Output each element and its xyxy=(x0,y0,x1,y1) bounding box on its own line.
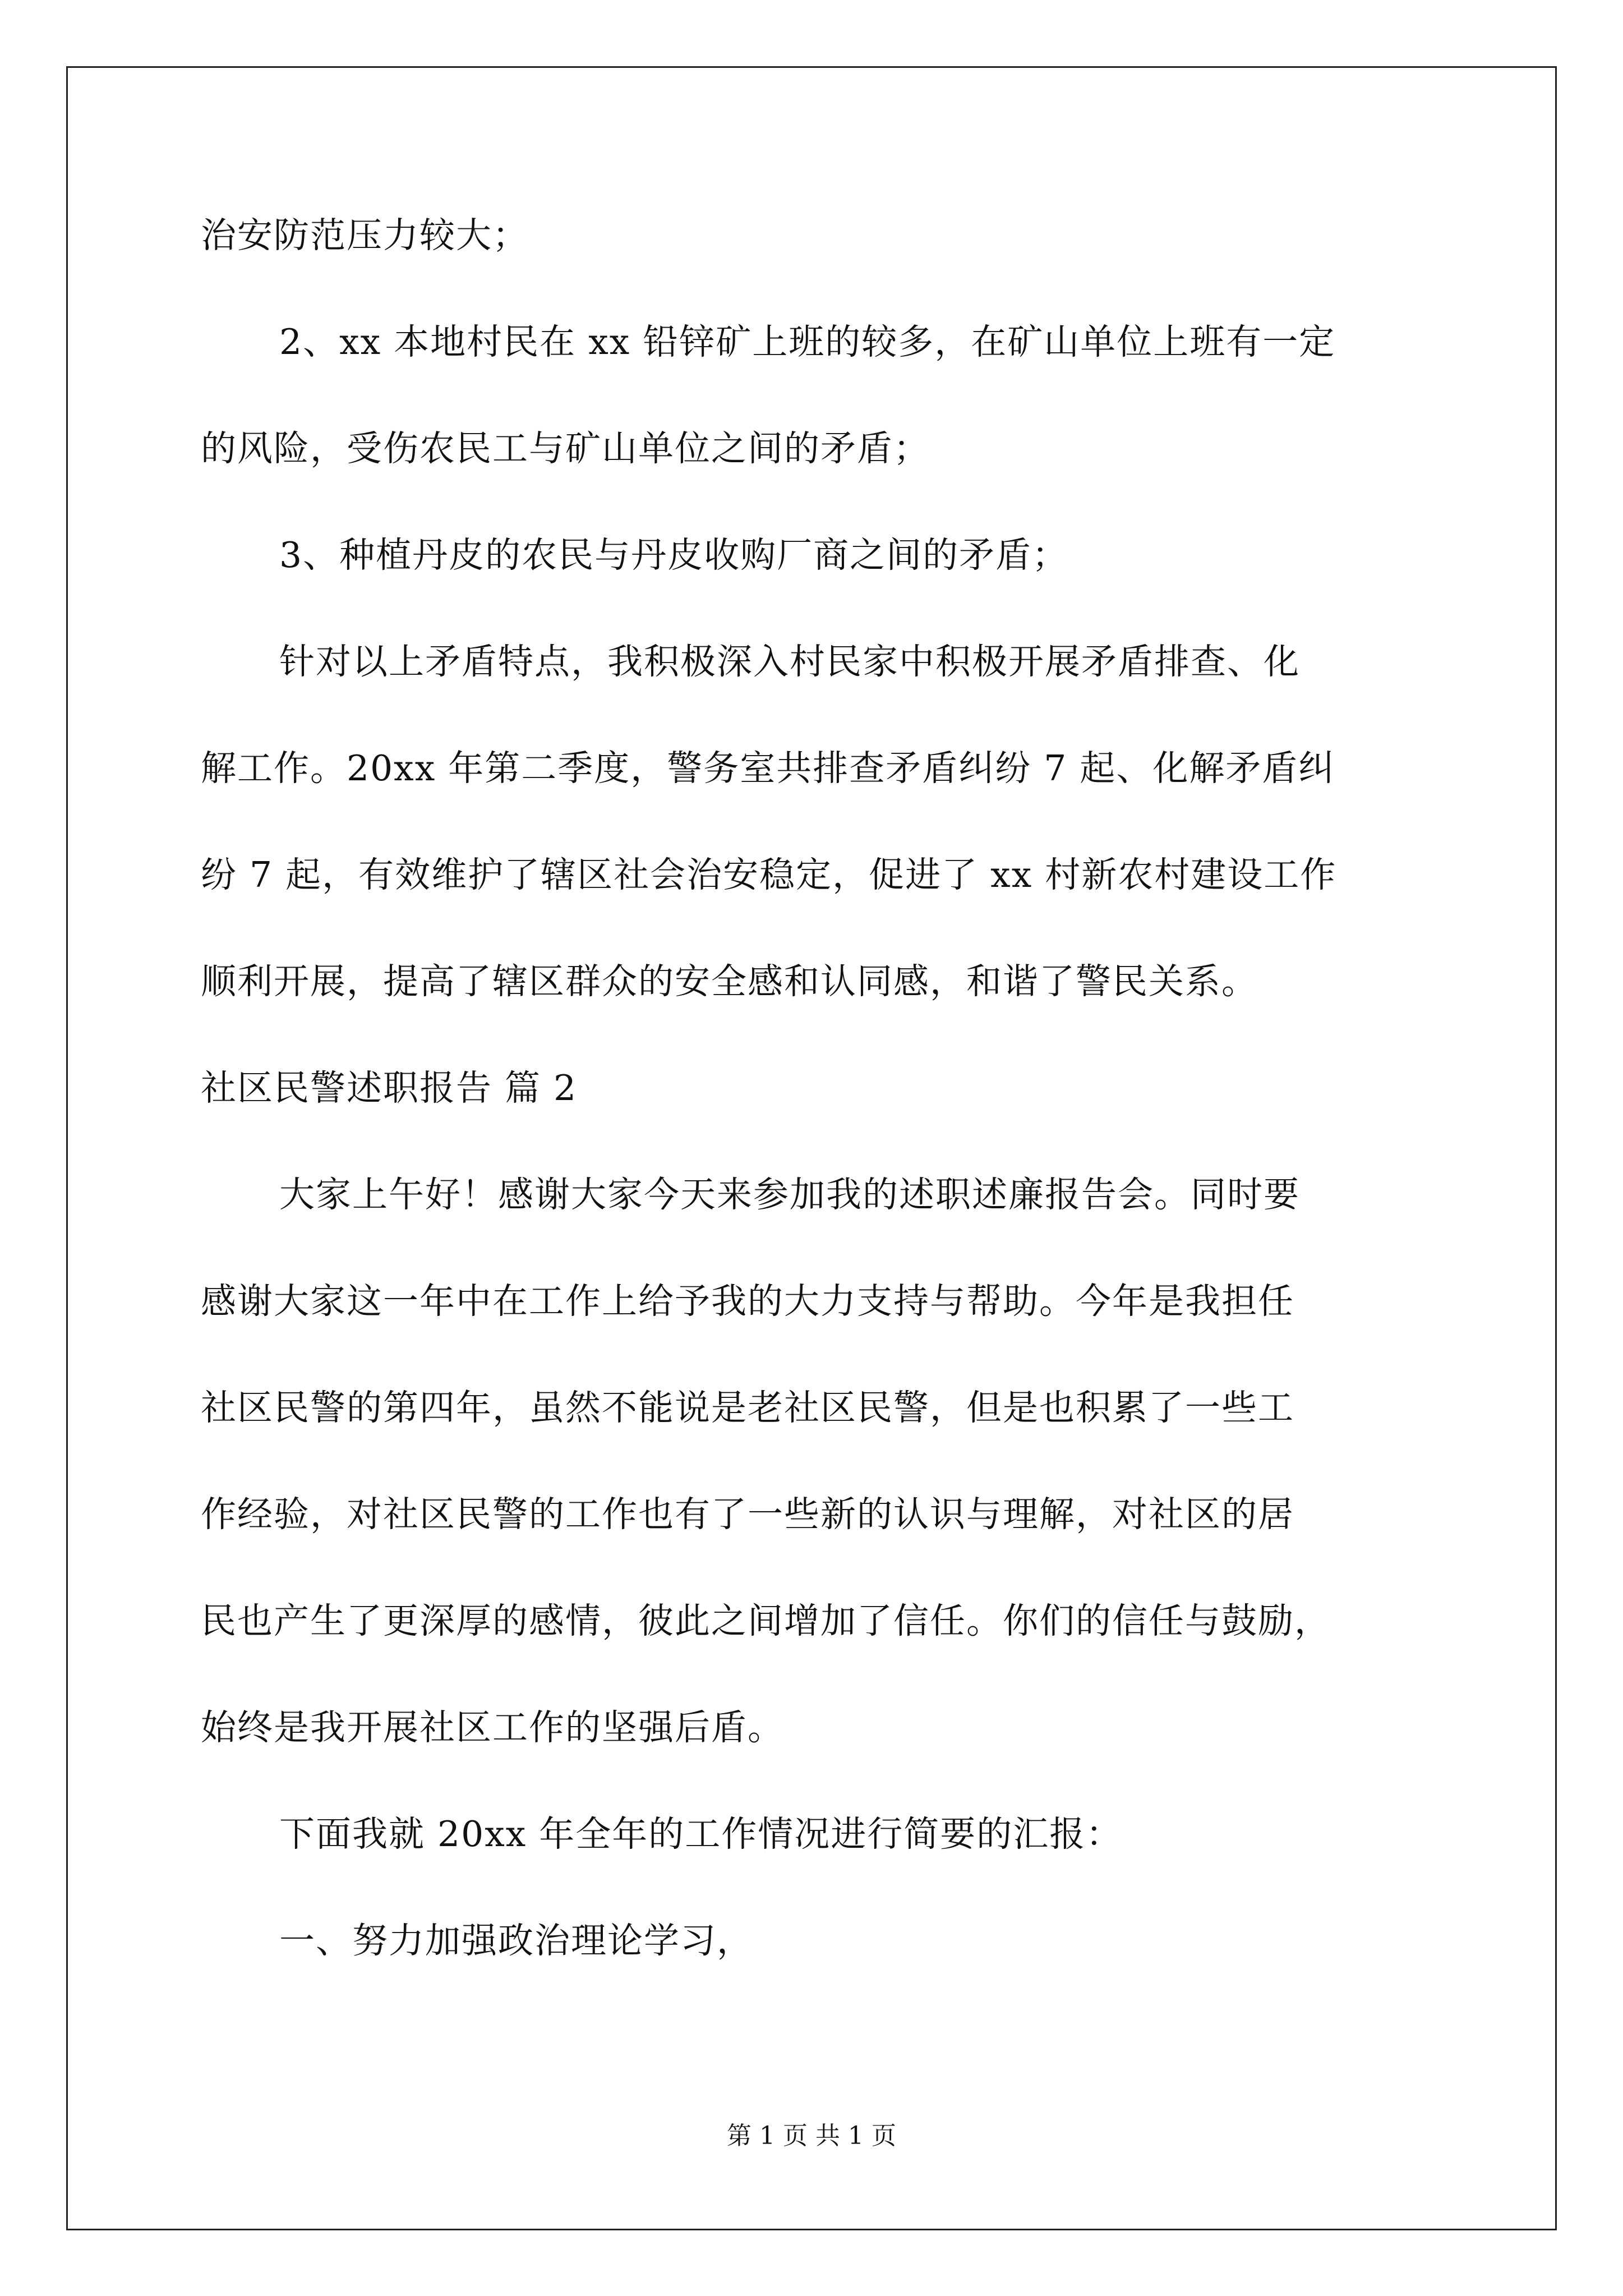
page-number: 第 1 页 共 1 页 xyxy=(727,2122,896,2150)
text-line: 纷 7 起，有效维护了辖区社会治安稳定，促进了 xx 村新农村建设工作 xyxy=(201,854,1337,895)
text-line: 下面我就 20xx 年全年的工作情况进行简要的汇报： xyxy=(279,1814,1123,1855)
text-line: 顺利开展，提高了辖区群众的安全感和认同感，和谐了警民关系。 xyxy=(201,961,1258,1002)
text-line: 的风险，受伤农民工与矿山单位之间的矛盾； xyxy=(201,428,930,469)
text-line: 民也产生了更深厚的感情，彼此之间增加了信任。你们的信任与鼓励， xyxy=(201,1600,1331,1641)
text-line: 感谢大家这一年中在工作上给予我的大力支持与帮助。今年是我担任 xyxy=(201,1281,1294,1322)
text-line: 一、努力加强政治理论学习， xyxy=(279,1920,753,1961)
text-line: 解工作。20xx 年第二季度，警务室共排查矛盾纠纷 7 起、化解矛盾纠 xyxy=(201,748,1335,789)
text-line: 始终是我开展社区工作的坚强后盾。 xyxy=(201,1707,784,1748)
text-line: 大家上午好！感谢大家今天来参加我的述职述廉报告会。同时要 xyxy=(279,1174,1300,1215)
text-line: 3、种植丹皮的农民与丹皮收购厂商之间的矛盾； xyxy=(279,535,1069,576)
text-line: 2、xx 本地村民在 xx 铅锌矿上班的较多，在矿山单位上班有一定 xyxy=(279,321,1336,362)
text-line: 社区民警的第四年，虽然不能说是老社区民警，但是也积累了一些工 xyxy=(201,1387,1294,1428)
text-line: 作经验，对社区民警的工作也有了一些新的认识与理解，对社区的居 xyxy=(201,1494,1294,1535)
page-border xyxy=(66,66,1557,2230)
text-line: 治安防范压力较大； xyxy=(201,215,529,256)
section-heading: 社区民警述职报告 篇 2 xyxy=(201,1068,578,1108)
text-line: 针对以上矛盾特点，我积极深入村民家中积极开展矛盾排查、化 xyxy=(279,641,1300,682)
